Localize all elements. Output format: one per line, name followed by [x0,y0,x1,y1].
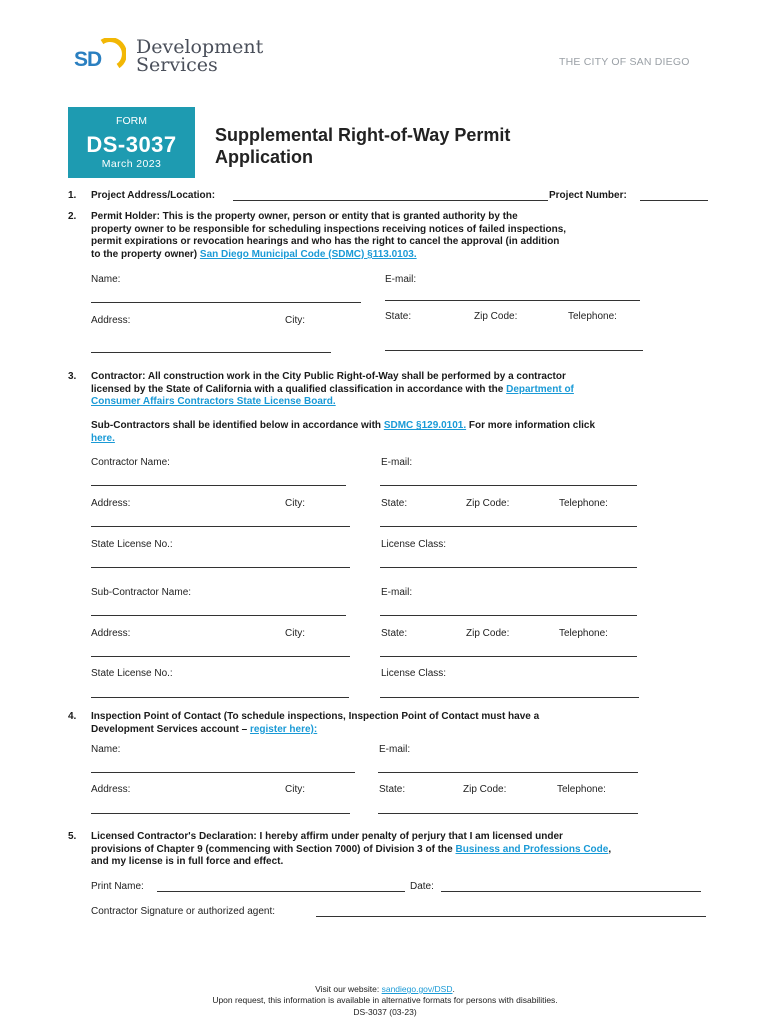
subcontractor-name-label: Sub-Contractor Name: [91,587,192,598]
subcontractor-city-label: City: [285,628,305,639]
holder-name-label: Name: [91,274,121,285]
date-label: Date: [410,881,434,892]
bpc-link[interactable]: Business and Professions Code [455,843,609,855]
logo-line2: Services [136,54,218,76]
subcontractor-license-label: State License No.: [91,668,173,679]
inspection-name-label: Name: [91,744,121,755]
subcontractor-email-field[interactable] [380,615,637,616]
contractor-license-field[interactable] [91,567,350,568]
contractor-state-zip-phone-field[interactable] [380,526,637,527]
logo-line1: Development [136,36,264,58]
register-link[interactable]: register here): [249,723,318,735]
city-label: THE CITY OF SAN DIEGO [559,56,690,68]
contractor-email-label: E-mail: [381,457,413,468]
subcontractor-license-class-field[interactable] [380,697,639,698]
inspection-city-label: City: [285,784,305,795]
subcontractor-license-field[interactable] [91,697,349,698]
inspection-email-label: E-mail: [379,744,411,755]
contractor-zip-label: Zip Code: [466,498,510,509]
declaration-text: Licensed Contractor's Declaration: I hereby affirm under penalty of perjury that I am licensed under provisions of Chapter 9 (commencing with Section 7000) of Division 3 of the Business and Professions Code, and my license is in full force and effect. [91,831,612,867]
website-link[interactable]: sandiego.gov/DSD [381,984,453,994]
section-5-number: 5. [68,831,77,842]
form-badge [68,107,195,178]
inspection-name-field[interactable] [91,772,355,773]
holder-state-label: State: [385,311,412,322]
print-name-label: Print Name: [91,881,144,892]
holder-address-label: Address: [91,315,131,326]
section-3-number: 3. [68,371,77,382]
inspection-zip-label: Zip Code: [463,784,507,795]
contractor-city-label: City: [285,498,305,509]
inspection-email-field[interactable] [378,772,638,773]
project-address-label: Project Address/Location: [91,190,216,201]
sdmc-129-link[interactable]: SDMC §129.0101. [383,420,467,431]
subcontractor-name-field[interactable] [91,615,346,616]
holder-email-field[interactable] [385,300,640,301]
holder-telephone-label: Telephone: [568,311,617,322]
print-name-field[interactable] [157,891,405,892]
dca-link[interactable]: Department of [506,383,574,395]
logo [74,38,274,78]
subcontractor-address-field[interactable] [91,656,350,657]
date-field[interactable] [441,891,701,892]
project-address-field[interactable] [233,200,548,201]
section-4-number: 4. [68,711,77,722]
subcontractor-email-label: E-mail: [381,587,413,598]
contractor-text: Contractor: All construction work in the City Public Right-of-Way shall be performed by a contractor licensed by the State of California with a qualified classification in accordance with the Department of Consumer Affairs Contractors State License Board. [91,371,574,407]
form-label: FORM [116,115,147,127]
form-number: DS-3037 [86,132,177,157]
here-link[interactable]: here. [91,432,115,444]
sdmc-113-link[interactable]: San Diego Municipal Code (SDMC) §113.0103. [199,248,417,260]
inspection-state-label: State: [379,784,406,795]
page-title: Supplemental Right-of-Way Permit Application [215,125,511,167]
footer-request: Upon request, this information is available in alternative formats for persons with disabilities. [212,995,558,1005]
inspection-telephone-label: Telephone: [557,784,606,795]
logo-mark-text: SD [74,48,102,71]
contractor-address-field[interactable] [91,526,350,527]
inspection-address-label: Address: [91,784,131,795]
signature-label: Contractor Signature or authorized agent: [91,906,275,917]
project-number-label: Project Number: [549,190,627,201]
footer-website: Visit our website: sandiego.gov/DSD. [315,984,455,994]
holder-name-field[interactable] [91,302,361,303]
holder-zip-label: Zip Code: [474,311,518,322]
cslb-link[interactable]: Consumer Affairs Contractors State License Board. [91,396,336,407]
contractor-telephone-label: Telephone: [559,498,608,509]
section-1-number: 1. [68,190,77,201]
subcontractor-license-class-label: License Class: [381,668,447,679]
holder-city-label: City: [285,315,305,326]
subcontractor-state-label: State: [381,628,408,639]
holder-state-zip-phone-field[interactable] [385,350,643,351]
subcontractor-telephone-label: Telephone: [559,628,608,639]
inspection-contact-text: Inspection Point of Contact (To schedule inspections, Inspection Point of Contact must have a Development Services account – register here): [91,711,540,735]
permit-holder-text: Permit Holder: This is the property owner, person or entity that is granted authority by the property owner to be responsible for scheduling inspections receiving notices of failed inspections, permit expirations or revocation hearings and who has the right to cancel the approval (in addition to the property owner) San Diego Municipal Code (SDMC) §113.0103. [91,211,567,260]
footer-form-code: DS-3037 (03-23) [353,1007,417,1017]
form-date: March 2023 [101,158,162,170]
section-2-number: 2. [68,211,77,222]
project-number-field[interactable] [640,200,708,201]
signature-field[interactable] [316,916,706,917]
contractor-license-class-field[interactable] [380,567,637,568]
contractor-email-field[interactable] [380,485,637,486]
inspection-address-field[interactable] [91,813,350,814]
contractor-name-field[interactable] [91,485,346,486]
contractor-license-class-label: License Class: [381,539,447,550]
holder-email-label: E-mail: [385,274,417,285]
subcontractor-state-zip-phone-field[interactable] [380,656,637,657]
subcontractor-address-label: Address: [91,628,131,639]
contractor-name-label: Contractor Name: [91,457,170,468]
holder-address-field[interactable] [91,352,331,353]
subcontractor-zip-label: Zip Code: [466,628,510,639]
subcontractor-text: Sub-Contractors shall be identified below in accordance with SDMC §129.0101. For more information click here. [91,420,596,444]
inspection-state-zip-phone-field[interactable] [378,813,638,814]
contractor-license-label: State License No.: [91,539,173,550]
contractor-address-label: Address: [91,498,131,509]
contractor-state-label: State: [381,498,408,509]
